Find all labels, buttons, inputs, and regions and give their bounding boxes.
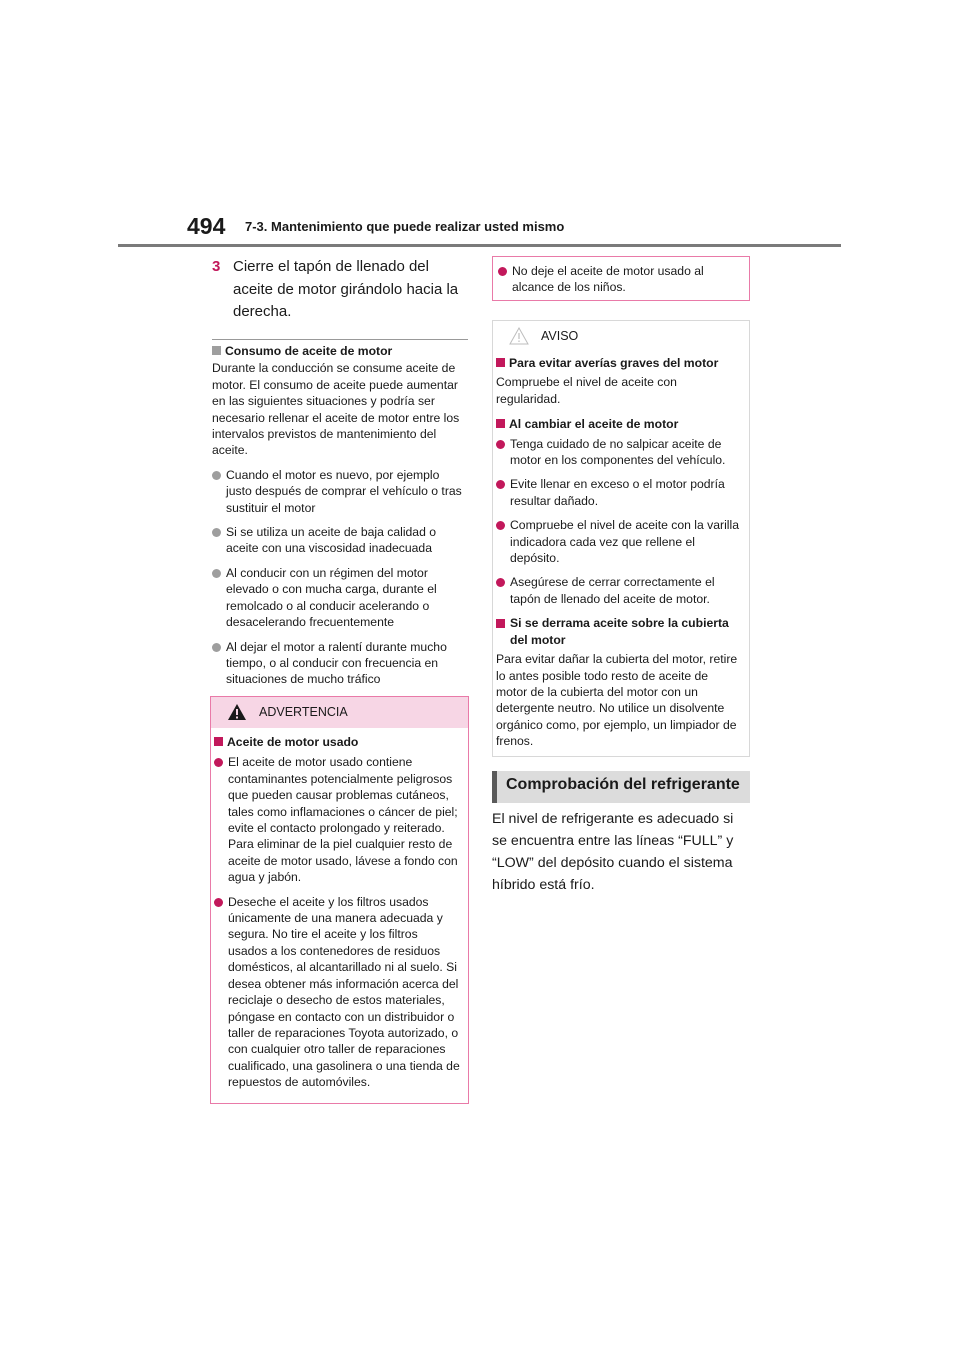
warning-title: ADVERTENCIA (259, 705, 348, 719)
bullet-icon (214, 898, 223, 907)
warning-icon (227, 703, 247, 721)
warning-box-continued (492, 256, 750, 301)
list-item: Evite llenar en exceso o el motor podría resultar dañado. (496, 476, 741, 509)
list-item: No deje el aceite de motor usado al alcance de los niños. (498, 263, 743, 296)
square-bullet-icon (496, 419, 505, 428)
notice-heading-3: Si se derrama aceite sobre la cubierta del motor (510, 616, 729, 647)
section-heading-bar (492, 771, 750, 803)
caution-icon (509, 327, 529, 345)
warning-header (211, 697, 468, 728)
page-number: 494 (187, 213, 226, 239)
notice-heading-1: Para evitar averías graves del motor (509, 356, 719, 370)
consumption-intro: Durante la conducción se consume aceite de motor. El consumo de aceite puede aumentar en las siguientes situaciones y podría ser necesario rellenar el aceite de motor entre los intervalos previstos de mantenimiento del aceite. (212, 361, 460, 458)
warning-box (210, 696, 469, 1104)
list-item: Al dejar el motor a ralentí durante mucho tiempo, o al conducir con frecuencia en situaciones de mucho tráfico (212, 639, 468, 688)
notice-paragraph-1: Compruebe el nivel de aceite con regularidad. (496, 375, 677, 406)
section-title: 7-3. Mantenimiento que puede realizar usted mismo (245, 219, 565, 234)
consumption-heading: Consumo de aceite de motor (225, 344, 393, 358)
bullet-icon (496, 440, 505, 449)
divider (212, 339, 468, 340)
notice-title: AVISO (541, 329, 579, 343)
notice-header (493, 321, 749, 352)
list-item: Deseche el aceite y los filtros usados únicamente de una manera adecuada y segura. No tire el aceite y los filtros usados a los contenedores de residuos domésticos, al alcantarillado ni al suelo. Si desea obtener más información acerca del reciclaje o desecho de estos materiales, póngase en contacto con un distribuidor o taller de reparaciones Toyota autorizado, o con cualquier otro taller de reparaciones cualificado, una gasolinera o una tienda de repuestos de automóviles. (214, 894, 460, 1091)
list-item: El aceite de motor usado contiene contaminantes potencialmente peligrosos que pueden causar problemas cutáneos, tales como inflamaciones o cáncer de piel; evite el contacto prolongado y reiterado. Para eliminar de la piel cualquier resto de aceite de motor usado, lávese a fondo con agua y jabón. (214, 754, 460, 885)
step-3 (212, 256, 472, 324)
square-bullet-icon (496, 619, 505, 628)
bullet-icon (212, 569, 221, 578)
step-number: 3 (212, 258, 221, 275)
bullet-icon (496, 480, 505, 489)
bullet-icon (496, 578, 505, 587)
bullet-icon (212, 528, 221, 537)
notice-heading-3-wrap (496, 615, 741, 648)
coolant-paragraph: El nivel de refrigerante es adecuado si se encuentra entre las líneas “FULL” y “LOW” del depósito cuando el sistema híbrido está frío. (492, 811, 734, 893)
square-bullet-icon (496, 358, 505, 367)
notice-paragraph-3: Para evitar dañar la cubierta del motor, retire lo antes posible todo resto de aceite de motor de la cubierta del motor con un detergente neutro. No utilice un disolvente orgánico como, por ejemplo, un limpiador de frenos. (496, 652, 738, 749)
list-item: Cuando el motor es nuevo, por ejemplo justo después de comprar el vehículo o tras sustituir el motor (212, 467, 468, 516)
list-item: Al conducir con un régimen del motor elevado o con mucha carga, durante el remolcado o al conducir acelerando o desacelerando frecuentemente (212, 565, 468, 631)
square-bullet-icon (214, 737, 223, 746)
bullet-icon (212, 643, 221, 652)
bullet-icon (496, 521, 505, 530)
list-item: Compruebe el nivel de aceite con la varilla indicadora cada vez que rellene el depósito. (496, 517, 741, 566)
list-item: Asegúrese de cerrar correctamente el tapón de llenado del aceite de motor. (496, 574, 741, 607)
step-text: Cierre el tapón de llenado del aceite de motor girándolo hacia la derecha. (233, 258, 459, 320)
list-item: Tenga cuidado de no salpicar aceite de motor en los componentes del vehículo. (496, 436, 741, 469)
bullet-icon (214, 758, 223, 767)
warning-heading: Aceite de motor usado (227, 735, 359, 749)
square-bullet-icon (212, 346, 221, 355)
bullet-icon (498, 267, 507, 276)
consumption-section (212, 343, 468, 688)
section-heading: Comprobación del refrigerante (506, 776, 740, 793)
header-rule (118, 244, 841, 247)
notice-heading-2: Al cambiar el aceite de motor (509, 417, 679, 432)
list-item: Si se utiliza un aceite de baja calidad o aceite con una viscosidad inadecuada (212, 524, 468, 557)
bullet-icon (212, 471, 221, 480)
notice-box (492, 320, 750, 757)
